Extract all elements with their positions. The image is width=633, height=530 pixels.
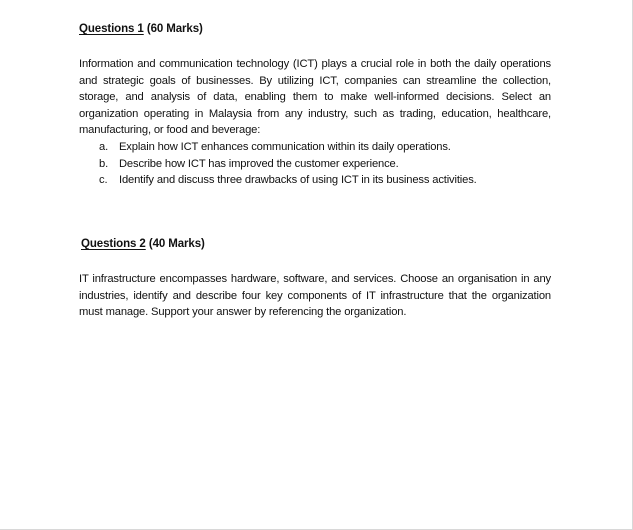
subquestion-marker: b.	[99, 157, 109, 170]
subquestion-marker: a.	[99, 141, 109, 153]
question-1-marks: (60 Marks)	[146, 23, 203, 35]
subquestion-c	[99, 172, 477, 189]
subquestion-marker: c.	[99, 174, 108, 187]
question-1-title: Questions 1	[79, 23, 144, 35]
subquestion-a	[99, 139, 477, 156]
question-1-paragraph: Information and communication technology (ICT) plays a crucial role in both the daily operations and strategic goals of businesses. By utilizing ICT, companies can streamline the collection, storage, and analysis of data, enabling them to make well-informed decisions. Select an organization operating in Malaysia from any industry, such as trading, education, healthcare, manufacturing, or food and beverage:	[79, 58, 551, 137]
question-1-heading	[79, 23, 203, 35]
question-2-title: Questions 2	[81, 238, 146, 250]
question-1-subquestions	[99, 139, 477, 189]
subquestion-text: Identify and discuss three drawbacks of using ICT in its business activities.	[119, 174, 477, 187]
question-2-heading	[81, 238, 205, 250]
question-2-marks: (40 Marks)	[148, 238, 205, 250]
subquestion-b	[99, 156, 477, 173]
subquestion-text: Describe how ICT has improved the customer experience.	[119, 157, 399, 170]
subquestion-text: Explain how ICT enhances communication within its daily operations.	[119, 141, 451, 153]
question-2-paragraph: IT infrastructure encompasses hardware, software, and services. Choose an organisation in any industries, identify and describe four key components of IT infrastructure that the organization must manage. Support your answer by referencing the organization.	[79, 273, 551, 319]
